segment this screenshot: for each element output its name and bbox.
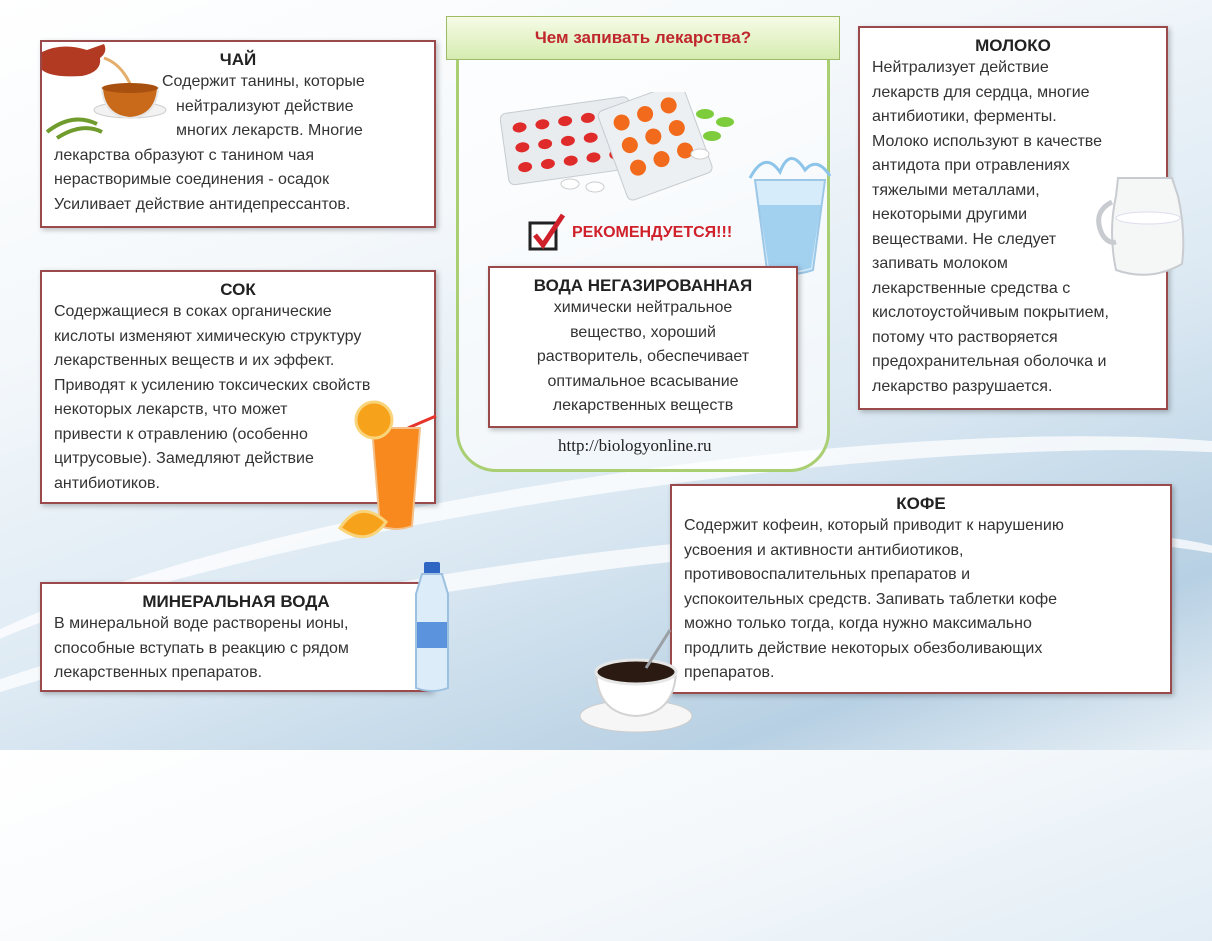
text-line: предохранительная оболочка и: [872, 353, 1107, 370]
text-line: веществами. Не следует: [872, 230, 1057, 248]
text-line: кислоты изменяют химическую структуру: [54, 327, 362, 345]
text-line: кислотоустойчивым покрытием,: [872, 304, 1109, 321]
text-line: Содержит танины, которые: [162, 73, 365, 90]
text-line: Молоко используют в качестве: [872, 132, 1103, 150]
text-line: лекарственных веществ и их эффект.: [54, 352, 335, 369]
coffee-box: [670, 484, 1172, 694]
checkmark-icon: [528, 213, 566, 253]
text-line: лекарства образуют с танином чая: [54, 146, 314, 164]
text-line: усвоения и активности антибиотиков,: [684, 541, 964, 559]
text-line: химически нейтральное: [553, 299, 733, 316]
text-line: Содержащиеся в соках органические: [54, 303, 332, 320]
page-title: Чем запивать лекарства?: [446, 16, 840, 60]
text-line: противовоспалительных препаратов и: [684, 566, 971, 583]
coffee-text: [684, 514, 1158, 686]
text-line: потому что растворяется: [872, 328, 1058, 346]
text-line: способные вступать в реакцию с рядом: [54, 639, 349, 657]
text-line: многих лекарств. Многие: [176, 122, 363, 139]
text-line: антибиотики, ферменты.: [872, 108, 1057, 125]
text-line: тяжелыми металлами,: [872, 181, 1040, 199]
text-line: лекарств для сердца, многие: [872, 83, 1090, 101]
text-line: В минеральной воде растворены ионы,: [54, 615, 349, 632]
juice-image: [338, 398, 448, 550]
text-line: лекарственные средства с: [872, 279, 1071, 297]
text-line: лекарственных веществ: [552, 397, 734, 414]
text-line: успокоительных средств. Запивать таблетки кофе: [684, 590, 1058, 608]
milk-heading: МОЛОКО: [975, 36, 1051, 55]
text-line: привести к отравлению (особенно: [54, 425, 308, 443]
text-line: антидота при отравлениях: [872, 157, 1070, 174]
mineral-heading: МИНЕРАЛЬНАЯ ВОДА: [142, 592, 330, 611]
water-glass-image: [745, 150, 835, 280]
coffee-heading: КОФЕ: [896, 494, 946, 513]
text-line: нерастворимые соединения - осадок: [54, 171, 330, 188]
tea-image: [42, 42, 172, 140]
juice-heading: СОК: [220, 280, 256, 299]
mineral-text: [54, 612, 418, 686]
water-heading: ВОДА НЕГАЗИРОВАННАЯ: [533, 276, 753, 295]
text-line: лекарство разрушается.: [872, 377, 1053, 395]
text-line: можно только тогда, когда нужно максимально: [684, 615, 1032, 632]
coffee-cup-image: [574, 628, 694, 738]
source-url: http://biologyonline.ru: [558, 436, 712, 455]
text-line: лекарственных препаратов.: [54, 664, 263, 681]
text-line: Усиливает действие антидепрессантов.: [54, 195, 351, 213]
tea-heading: ЧАЙ: [219, 50, 257, 69]
text-line: препаратов.: [684, 664, 775, 681]
text-line: цитрусовые). Замедляют действие: [54, 450, 314, 467]
text-line: оптимальное всасывание: [547, 372, 739, 390]
text-line: запивать молоком: [872, 255, 1008, 272]
text-line: антибиотиков.: [54, 474, 160, 492]
bottle-image: [404, 560, 460, 694]
mineral-water-box: [40, 582, 432, 692]
text-line: некоторыми другими: [872, 206, 1028, 223]
text-line: вещество, хороший: [570, 323, 716, 341]
recommend-label: РЕКОМЕНДУЕТСЯ!!!: [572, 224, 733, 241]
text-line: Приводят к усилению токсических свойств: [54, 376, 371, 394]
text-line: нейтрализуют действие: [176, 97, 354, 115]
water-text: [500, 296, 786, 419]
milk-jug-image: [1090, 172, 1190, 284]
pills-image: [500, 92, 745, 202]
recommend-badge: [528, 205, 732, 261]
text-line: Содержит кофеин, который приводит к нарушению: [684, 517, 1064, 534]
text-line: растворитель, обеспечивает: [536, 348, 750, 365]
text-line: продлить действие некоторых обезболивающих: [684, 639, 1043, 657]
text-line: Нейтрализует действие: [872, 59, 1049, 76]
text-line: некоторых лекарств, что может: [54, 401, 288, 418]
water-box: [488, 266, 798, 428]
